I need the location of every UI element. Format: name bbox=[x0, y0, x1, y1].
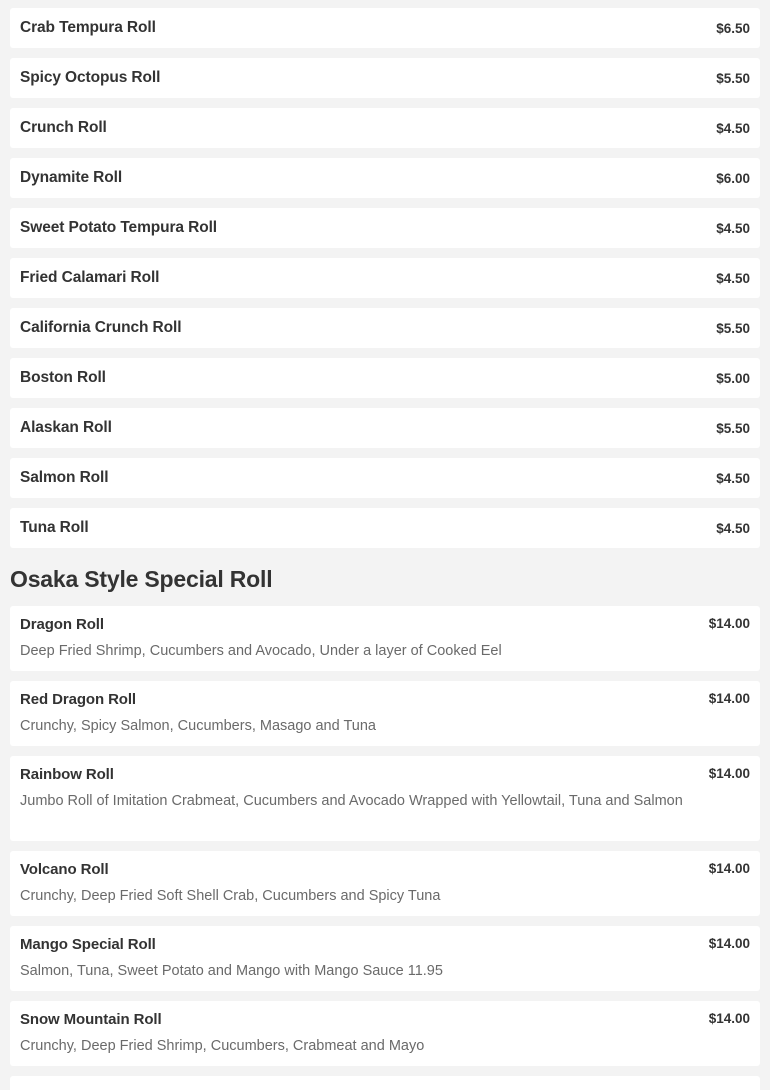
menu-item[interactable] bbox=[10, 358, 760, 398]
item-name: Crunch Roll bbox=[20, 119, 107, 136]
item-name: Dynamite Roll bbox=[20, 169, 123, 186]
item-price: $5.00 bbox=[716, 370, 750, 386]
item-name: Snow Mountain Roll bbox=[20, 1011, 162, 1028]
item-name: Mango Special Roll bbox=[20, 936, 156, 953]
menu-item[interactable] bbox=[10, 108, 760, 148]
item-name: Spicy Octopus Roll bbox=[20, 69, 161, 86]
item-price: $5.50 bbox=[716, 420, 750, 436]
menu-item[interactable] bbox=[10, 851, 760, 916]
item-price: $4.50 bbox=[716, 470, 750, 486]
menu-item[interactable] bbox=[10, 508, 760, 548]
item-description: Crunchy, Deep Fried Shrimp, Cucumbers, Crabmeat and Mayo bbox=[20, 1038, 425, 1054]
item-price: $4.50 bbox=[716, 220, 750, 236]
menu-item[interactable] bbox=[10, 1076, 760, 1090]
item-name: Rainbow Roll bbox=[20, 766, 114, 783]
menu-item[interactable] bbox=[10, 606, 760, 671]
item-header bbox=[20, 691, 750, 711]
menu-item[interactable] bbox=[10, 158, 760, 198]
roll-list bbox=[10, 8, 760, 558]
item-name: Boston Roll bbox=[20, 369, 106, 386]
item-price: $4.50 bbox=[716, 270, 750, 286]
item-price: $5.50 bbox=[716, 320, 750, 336]
item-description: Crunchy, Deep Fried Soft Shell Crab, Cucumbers and Spicy Tuna bbox=[20, 888, 441, 904]
item-price: $6.00 bbox=[716, 170, 750, 186]
item-name: Red Dragon Roll bbox=[20, 691, 137, 708]
menu-item[interactable] bbox=[10, 1001, 760, 1066]
item-header bbox=[20, 1086, 750, 1090]
item-price: $14.00 bbox=[708, 1011, 750, 1026]
item-header bbox=[20, 936, 750, 956]
item-header bbox=[20, 861, 750, 881]
item-name: Dragon Roll bbox=[20, 616, 104, 633]
special-roll-list bbox=[10, 606, 760, 1090]
menu-item[interactable] bbox=[10, 681, 760, 746]
item-name: California Crunch Roll bbox=[20, 319, 182, 336]
item-name: Tuna Roll bbox=[20, 519, 89, 536]
item-header bbox=[20, 766, 750, 786]
item-price: $14.00 bbox=[708, 691, 750, 706]
menu-item[interactable] bbox=[10, 58, 760, 98]
menu-item[interactable] bbox=[10, 308, 760, 348]
item-price: $5.50 bbox=[716, 70, 750, 86]
item-name: Fried Calamari Roll bbox=[20, 269, 160, 286]
item-name: Salmon Roll bbox=[20, 469, 109, 486]
item-description: Crunchy, Spicy Salmon, Cucumbers, Masago and Tuna bbox=[20, 718, 376, 734]
section-title: Osaka Style Special Roll bbox=[10, 566, 273, 592]
item-description: Jumbo Roll of Imitation Crabmeat, Cucumbers and Avocado Wrapped with Yellowtail, Tuna and Salmon bbox=[20, 793, 683, 809]
item-price: $4.50 bbox=[716, 520, 750, 536]
menu-item[interactable] bbox=[10, 8, 760, 48]
item-price: $14.00 bbox=[708, 861, 750, 876]
item-name: Alaskan Roll bbox=[20, 419, 112, 436]
menu-item[interactable] bbox=[10, 756, 760, 841]
menu-item[interactable] bbox=[10, 408, 760, 448]
menu-item[interactable] bbox=[10, 458, 760, 498]
item-price: $4.50 bbox=[716, 120, 750, 136]
menu-item[interactable] bbox=[10, 208, 760, 248]
item-price: $14.00 bbox=[708, 766, 750, 781]
menu-item[interactable] bbox=[10, 258, 760, 298]
item-price: $6.50 bbox=[716, 20, 750, 36]
item-name: Sweet Potato Tempura Roll bbox=[20, 219, 218, 236]
item-header bbox=[20, 1011, 750, 1031]
item-name: Crab Tempura Roll bbox=[20, 19, 156, 36]
item-header bbox=[20, 616, 750, 636]
item-description: Deep Fried Shrimp, Cucumbers and Avocado, Under a layer of Cooked Eel bbox=[20, 643, 502, 659]
item-price: $14.00 bbox=[708, 616, 750, 631]
item-name: Volcano Roll bbox=[20, 861, 109, 878]
menu-item[interactable] bbox=[10, 926, 760, 991]
item-description: Salmon, Tuna, Sweet Potato and Mango with Mango Sauce 11.95 bbox=[20, 963, 443, 979]
item-price: $14.00 bbox=[708, 936, 750, 951]
